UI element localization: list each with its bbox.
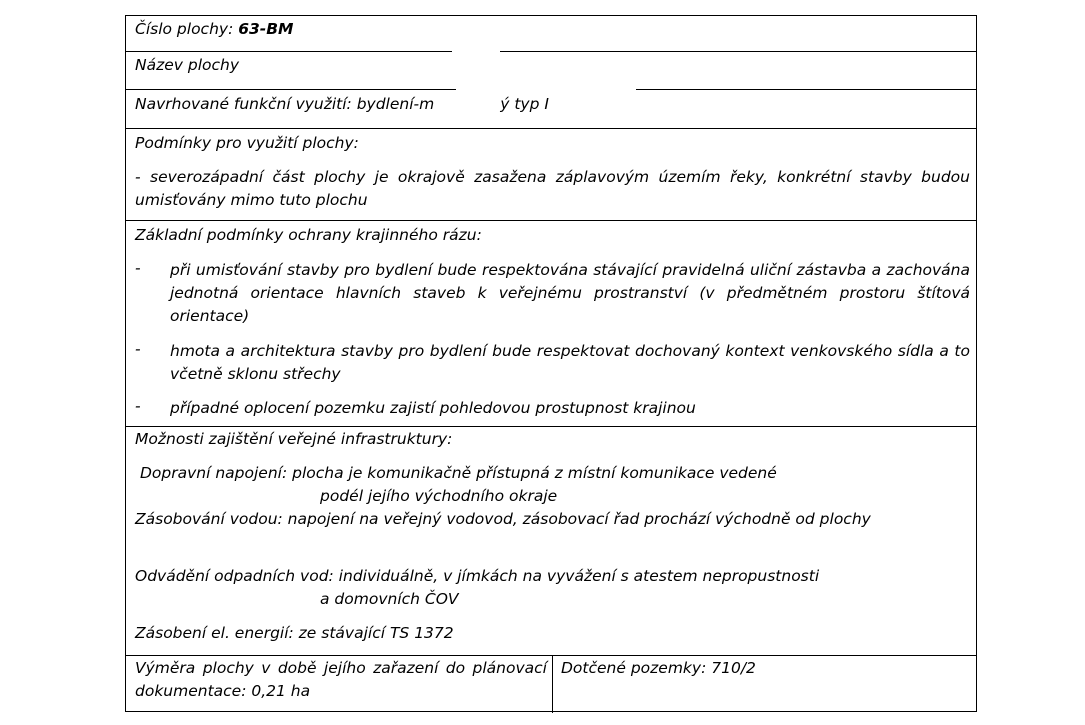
odvadeni-vod-cont: a domovních ČOV: [320, 590, 459, 608]
dopravni-napojeni-cont: podél jejího východního okraje: [320, 487, 558, 505]
infrastruktura-heading: Možnosti zajištění veřejné infrastruktury:: [135, 430, 453, 448]
row-cislo: [126, 16, 976, 52]
bullet-dash: -: [135, 397, 141, 415]
zasobovani-vodou: Zásobování vodou: napojení na veřejný vodovod, zásobovací řad prochází východně od plochy: [135, 510, 871, 528]
cislo-label: Číslo plochy:: [135, 20, 239, 38]
funkcni-vyuziti: [135, 93, 970, 116]
nazev-plochy: Název plochy: [135, 56, 240, 74]
krajinny-raz-item: hmota a architektura stavby pro bydlení bude respektovat dochovaný kontext venkovského sídla a to včetně sklonu střechy: [170, 342, 970, 383]
krajinny-raz-item: případné oplocení pozemku zajistí pohledovou prostupnost krajinou: [170, 399, 696, 417]
podminky-item: [135, 166, 970, 212]
zasobeni-energii: Zásobení el. energií: ze stávající TS 1372: [135, 624, 454, 642]
bullet-dash: -: [135, 259, 141, 277]
row-podminky: [126, 129, 976, 221]
vyuziti-tail: ý typ I: [500, 95, 549, 113]
redaction-blot: [452, 46, 500, 62]
krajinny-raz-heading: Základní podmínky ochrany krajinného rázu:: [135, 226, 482, 244]
vymera-plochy: Výměra plochy v době jejího zařazení do plánovací dokumentace: 0,21 ha: [135, 659, 547, 700]
row-footer: [126, 656, 976, 713]
row-krajinny-raz: [126, 221, 976, 427]
bullet-dash: -: [135, 340, 141, 358]
cislo-value: 63-BM: [238, 20, 294, 38]
plocha-card: [125, 15, 977, 712]
row-vyuziti: [126, 90, 976, 129]
row-infrastruktura: [126, 427, 976, 656]
column-divider: [552, 656, 553, 713]
podminky-heading: Podmínky pro využití plochy:: [135, 134, 359, 152]
vyuziti-text: Navrhované funkční využití: bydlení-m: [135, 95, 435, 113]
odvadeni-vod: Odvádění odpadních vod: individuálně, v jímkách na vyvážení s atestem nepropustnosti: [135, 567, 820, 585]
krajinny-raz-item: při umisťování stavby pro bydlení bude respektována stávající pravidelná uliční zástavba a zachována jednotná orientace hlavních staveb k veřejnému prostranství (v předmětném prostoru štítová orientace): [170, 261, 970, 325]
cislo-plochy: [135, 18, 970, 41]
dopravni-napojeni: Dopravní napojení: plocha je komunikačně přístupná z místní komunikace vedené: [140, 464, 777, 482]
dotcene-pozemky: Dotčené pozemky: 710/2: [561, 659, 756, 677]
podminky-item-text: - severozápadní část plochy je okrajově zasažena záplavovým územím řeky, konkrétní stavby budou umisťovány mimo tuto plochu: [135, 168, 970, 209]
